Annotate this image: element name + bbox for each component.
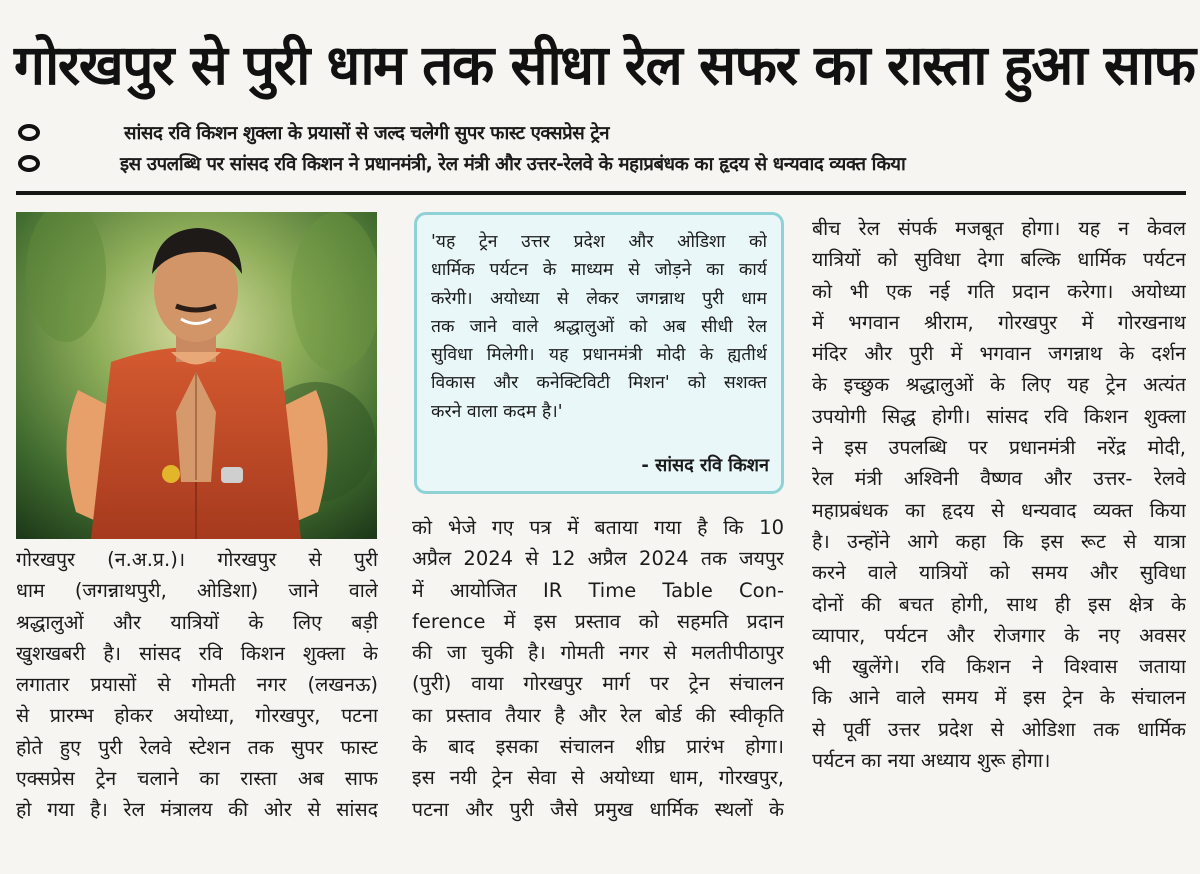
- text-line: भी खुलेंगे। रवि किशन ने विश्वास जताया: [812, 655, 1186, 679]
- quote-line: तक जाने वाले श्रद्धालुओं को अब सीधी रेल: [431, 316, 767, 337]
- article-column-3: [812, 213, 1186, 776]
- subhead-text: सांसद रवि किशन शुक्ला के प्रयासों से जल्द चलेगी सुपर फास्ट एक्सप्रेस ट्रेन: [124, 122, 610, 144]
- text-line: मंदिर और पुरी में भगवान जगन्नाथ के दर्शन: [812, 342, 1186, 366]
- text-line: से प्रारम्भ होकर अयोध्या, गोरखपुर, पटना: [16, 704, 378, 728]
- text-line: श्रद्धालुओं और यात्रियों के लिए बड़ी: [16, 610, 378, 634]
- quote-line: करने वाला कदम है।': [431, 401, 563, 422]
- quote-line: 'यह ट्रेन उत्तर प्रदेश और ओडिशा को: [431, 232, 767, 252]
- text-line: को भेजे गए पत्र में बताया गया है कि 10: [412, 516, 784, 539]
- text-line: रेल मंत्री अश्विनी वैष्णव और उत्तर- रेलवे: [812, 467, 1186, 491]
- text-line: उपयोगी सिद्ध होगी। सांसद रवि किशन शुक्ला: [812, 404, 1186, 428]
- text-line: पटना और पुरी जैसे प्रमुख धार्मिक स्थलों के: [412, 797, 784, 821]
- text-line: महाप्रबंधक का हृदय से धन्यवाद व्यक्त किया: [812, 498, 1186, 522]
- quote-line: धार्मिक पर्यटन के माध्यम से जोड़ने का कार्य: [431, 260, 767, 281]
- article-column-2: [412, 512, 784, 825]
- text-line: पर्यटन का नया अध्याय शुरू होगा।: [812, 749, 1051, 773]
- text-line: लगातार प्रयासों से गोमती नगर (लखनऊ): [16, 673, 378, 697]
- text-line: को भी एक नई गति प्रदान करेगा। अयोध्या: [812, 279, 1186, 303]
- text-line: धाम (जगन्नाथपुरी, ओडिशा) जाने वाले: [16, 579, 378, 603]
- text-line: अप्रैल 2024 से 12 अप्रैल 2024 तक जयपुर: [412, 547, 784, 571]
- text-line: खुशखबरी है। सांसद रवि किशन शुक्ला के: [16, 641, 378, 665]
- portrait-photo: [16, 212, 377, 539]
- text-line: के इच्छुक श्रद्धालुओं के लिए यह ट्रेन अत्यंत: [812, 373, 1186, 397]
- text-line: एक्सप्रेस ट्रेन चलाने का रास्ता अब साफ: [16, 767, 378, 791]
- header-divider: [16, 191, 1186, 195]
- quote-box: [414, 212, 784, 494]
- text-line: हो गया है। रेल मंत्रालय की ओर से सांसद: [16, 798, 378, 822]
- article-column-1: [16, 544, 378, 826]
- text-line: में भगवान श्रीराम, गोरखपुर में गोरखनाथ: [812, 310, 1186, 334]
- quote-line: सुविधा मिलेगी। यह प्रधानमंत्री मोदी के ह्यतीर्थ: [431, 345, 767, 366]
- text-line: की जा चुकी है। गोमती नगर से मलतीपीठापुर: [412, 641, 784, 665]
- text-line: कि आने वाले समय में इस ट्रेन के संचालन: [812, 686, 1186, 710]
- text-line: में आयोजित IR Time Table Con-: [412, 578, 784, 602]
- text-line: व्यापार, पर्यटन और रोजगार के नए अवसर: [812, 623, 1186, 647]
- text-line: (पुरी) वाया गोरखपुर मार्ग पर ट्रेन संचालन: [412, 672, 784, 696]
- text-line: गोरखपुर (न.अ.प्र.)। गोरखपुर से पुरी: [16, 548, 378, 571]
- quote-attribution: - सांसद रवि किशन: [641, 455, 769, 476]
- text-line: करने वाले यात्रियों को समय और सुविधा: [812, 561, 1186, 585]
- quote-line: करेगी। अयोध्या से लेकर जगन्नाथ पुरी धाम: [431, 288, 767, 309]
- bullet-circle-icon: [18, 155, 40, 172]
- text-line: का प्रस्ताव तैयार है और रेल बोर्ड की स्वीकृति: [412, 703, 784, 727]
- text-line: बीच रेल संपर्क मजबूत होगा। यह न केवल: [812, 217, 1186, 240]
- quote-line: विकास और कनेक्टिविटी मिशन' को सशक्त: [431, 373, 767, 394]
- text-line: ference में इस प्रस्ताव को सहमति प्रदान: [412, 609, 784, 633]
- text-line: दोनों की बचत होगी, साथ ही इस क्षेत्र के: [812, 592, 1186, 616]
- bullet-circle-icon: [18, 124, 40, 141]
- text-line: ने इस उपलब्धि पर प्रधानमंत्री नरेंद्र मोदी,: [812, 436, 1186, 460]
- text-line: होते हुए पुरी रेलवे स्टेशन तक सुपर फास्ट: [16, 735, 378, 759]
- text-line: यात्रियों को सुविधा देगा बल्कि धार्मिक पर्यटन: [812, 248, 1186, 272]
- headline: गोरखपुर से पुरी धाम तक सीधा रेल सफर का रास्ता हुआ साफ: [14, 33, 1195, 97]
- text-line: है। उन्होंने आगे कहा कि इस रूट से यात्रा: [812, 529, 1186, 553]
- text-line: के बाद इसका संचालन शीघ्र प्रारंभ होगा।: [412, 735, 784, 759]
- text-line: इस नयी ट्रेन सेवा से अयोध्या धाम, गोरखपुर,: [412, 766, 784, 790]
- subhead-text: इस उपलब्धि पर सांसद रवि किशन ने प्रधानमंत्री, रेल मंत्री और उत्तर-रेलवे के महाप्रबंधक का हृदय से धन्यवाद व्यक्त किया: [120, 153, 906, 175]
- text-line: से पूर्वी उत्तर प्रदेश से ओडिशा तक धार्मिक: [812, 717, 1186, 741]
- subhead-row-2: [18, 146, 905, 180]
- subhead-row-1: [18, 115, 609, 149]
